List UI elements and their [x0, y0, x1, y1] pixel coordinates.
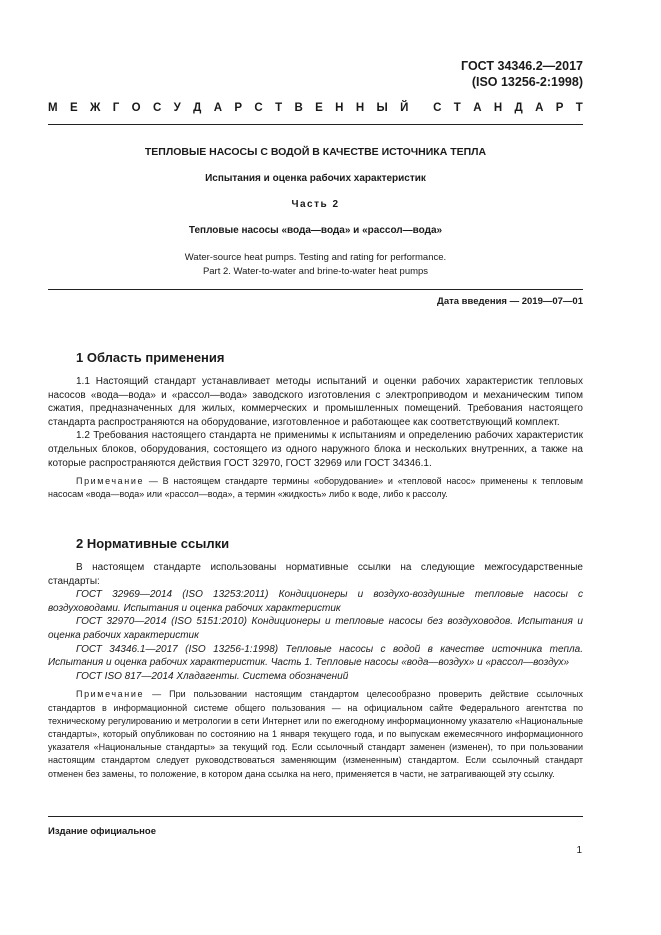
banner-letter: А	[473, 102, 482, 114]
header-divider	[48, 124, 583, 125]
banner-letter: Н	[493, 102, 503, 114]
banner-letter: М	[48, 102, 58, 114]
banner-letter: У	[173, 102, 181, 114]
banner-letter: Д	[193, 102, 202, 114]
introduction-date: Дата введения — 2019—07—01	[437, 296, 583, 307]
banner-letter: А	[535, 102, 544, 114]
note-text: — При пользовании настоящим стандартом целесообразно проверить действие ссылочных стандартов в информационной системе общего пользования — на официальном сайте Федерального агентства по техническому регулированию и метрологии в сети Интернет или по ежегодному информационному указателю «Национальные стандарты», который опубликован по состоянию на 1 января текущего года, и по выпускам ежемесячного информационного указателя «Национальные стандарты» за текущий год. Если ссылочный стандарт заменен (изменен), то при пользовании настоящим стандартом следует руководствоваться заменяющим (измененным) стандартом. Если ссылочный стандарт отменен без замены, то положение, в котором дана ссылка на него, применяется в части, не затрагивающей эту ссылку.	[48, 689, 583, 779]
section-1-paragraph-1: 1.1 Настоящий стандарт устанавливает методы испытаний и оценки рабочих характеристик тепловых насосов «вода—вода» и «рассол—вода» заводского изготовления с электроприводом и механическим типом сжатия, предназначенных для жилых, коммерческих и промышленных помещений. Требования настоящего стандарта распространяются на оборудование, изготовленное и работающее как соответствующий комплект.	[48, 376, 583, 428]
banner-letter: Т	[275, 102, 283, 114]
section-2-body	[48, 561, 583, 781]
banner-letter: С	[433, 102, 442, 114]
banner-letter: Т	[575, 102, 583, 114]
note-label: Примечание	[76, 689, 145, 700]
banner-letter: Н	[335, 102, 344, 114]
banner-letter: Т	[453, 102, 461, 114]
document-subtitle: Испытания и оценка рабочих характеристик	[205, 173, 426, 184]
note-label: Примечание	[76, 476, 145, 487]
section-2-heading: 2 Нормативные ссылки	[76, 536, 230, 551]
part-label: Часть 2	[291, 199, 340, 210]
banner-letter: Р	[555, 102, 564, 114]
standard-number-block	[461, 58, 583, 90]
iso-number: (ISO 13256-2:1998)	[471, 75, 583, 89]
standard-number: ГОСТ 34346.2—2017	[461, 59, 583, 73]
banner-letter: Е	[315, 102, 323, 114]
banner-letter: В	[294, 102, 303, 114]
reference-item: ГОСТ 34346.1—2017 (ISO 13256-1:1998) Тепловые насосы с водой в качестве источника тепла. Испытания и оценка рабочих характеристик. Часть 1. Тепловые насосы «вода—воздух» и «рассол—воздух»	[48, 643, 583, 669]
banner-letter: Ы	[376, 102, 388, 114]
banner-letter: С	[254, 102, 263, 114]
banner-letter: Е	[69, 102, 78, 114]
english-title-line-1: Water-source heat pumps. Testing and rating for performance.	[184, 252, 447, 263]
banner-letter: Д	[514, 102, 523, 114]
interstate-standard-banner	[48, 102, 583, 114]
footer-divider	[48, 816, 583, 817]
section-1-heading: 1 Область применения	[76, 350, 225, 365]
document-title: ТЕПЛОВЫЕ НАСОСЫ С ВОДОЙ В КАЧЕСТВЕ ИСТОЧНИКА ТЕПЛА	[144, 146, 487, 158]
banner-letter: Р	[234, 102, 243, 114]
part-title: Тепловые насосы «вода—вода» и «рассол—вода»	[188, 225, 443, 236]
banner-letter: Й	[400, 102, 409, 114]
banner-letter: А	[213, 102, 223, 114]
english-title	[48, 251, 583, 279]
reference-item: ГОСТ 32969—2014 (ISO 13253:2011) Кондиционеры и воздухо-воздушные тепловые насосы с воздуховодами. Испытания и оценка рабочих характеристик	[48, 589, 583, 614]
section-1-note	[48, 475, 583, 501]
english-title-line-2: Part 2. Water-to-water and brine-to-water heat pumps	[202, 266, 429, 277]
date-divider	[48, 289, 583, 290]
section-2-intro: В настоящем стандарте использованы нормативные ссылки на следующие межгосударственные стандарты:	[48, 562, 583, 587]
banner-letter: Г	[112, 102, 120, 114]
note-text: — В настоящем стандарте термины «оборудование» и «тепловой насос» применены к тепловым насосам «вода—вода» или «рассол—вода», а термин «жидкость» либо к воде, либо к рассолу.	[48, 476, 583, 500]
section-1-body	[48, 375, 583, 502]
section-2-note	[48, 688, 583, 780]
page-number: 1	[576, 845, 582, 856]
banner-letter: С	[152, 102, 162, 114]
banner-letter: О	[131, 102, 141, 114]
official-edition-label: Издание официальное	[48, 826, 156, 837]
section-1-paragraph-2: 1.2 Требования настоящего стандарта не применимы к испытаниям и определению рабочих характеристик отдельных блоков, оборудования, состоящего из одного наружного блока и нескольких внутренних, а также на которые распространяются действия ГОСТ 32970, ГОСТ 32969 или ГОСТ 34346.1.	[48, 430, 583, 469]
banner-letter: Ж	[89, 102, 101, 114]
banner-letter: Н	[355, 102, 365, 114]
reference-item: ГОСТ ISO 817—2014 Хладагенты. Система обозначений	[76, 670, 349, 682]
reference-item: ГОСТ 32970—2014 (ISO 5151:2010) Кондиционеры и тепловые насосы без воздуховодов. Испытания и оценка рабочих характеристик	[48, 616, 583, 641]
